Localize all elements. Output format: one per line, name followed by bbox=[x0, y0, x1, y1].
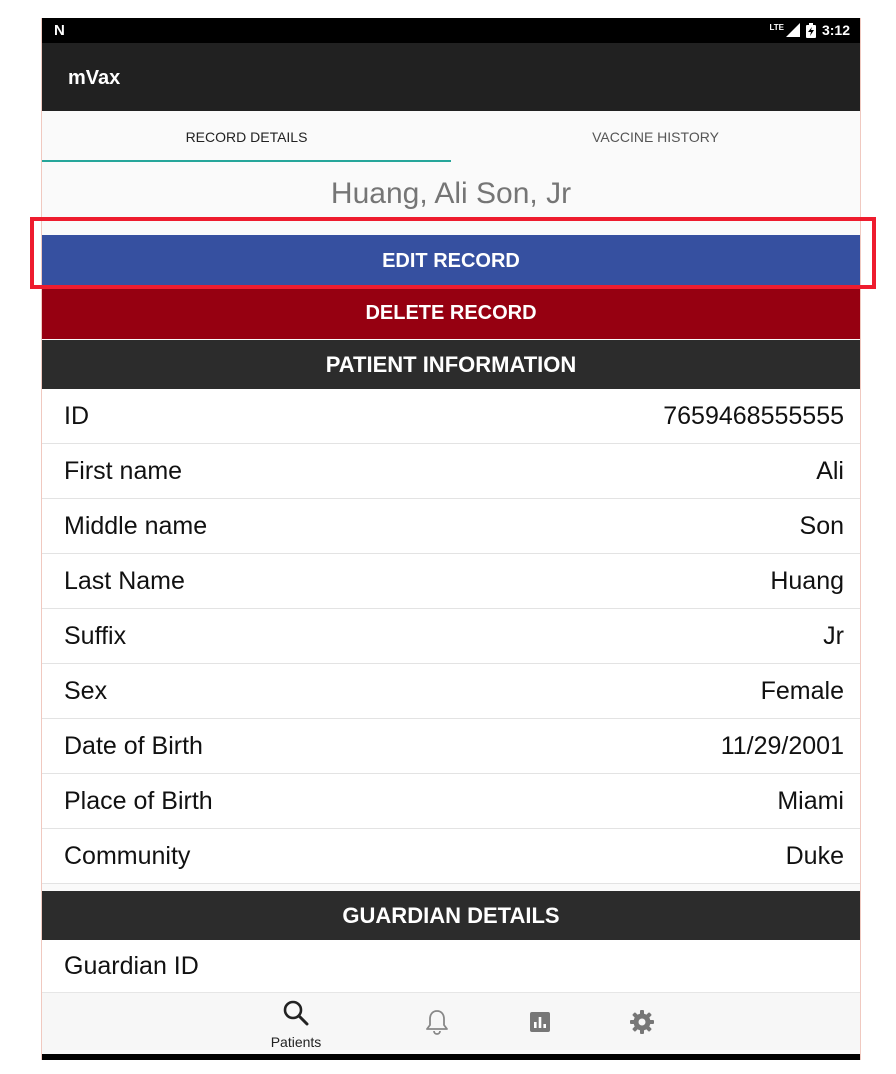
info-label: Date of Birth bbox=[64, 731, 203, 760]
info-value: Ali bbox=[816, 456, 844, 485]
info-row-place-of-birth bbox=[42, 774, 860, 829]
nav-patients[interactable] bbox=[261, 993, 331, 1055]
info-label: Middle name bbox=[64, 511, 208, 540]
info-row-id bbox=[42, 389, 860, 444]
nav-statistics[interactable] bbox=[505, 993, 575, 1055]
info-value: Female bbox=[760, 676, 844, 705]
bottom-navigation bbox=[42, 992, 860, 1055]
nav-alerts[interactable] bbox=[402, 993, 472, 1055]
info-label: Community bbox=[64, 841, 191, 870]
clock: 3:12 bbox=[821, 22, 850, 38]
info-label: ID bbox=[64, 401, 89, 430]
info-value: Duke bbox=[785, 841, 844, 870]
info-label: Sex bbox=[64, 676, 108, 705]
info-row-date-of-birth bbox=[42, 719, 860, 774]
tab-record-details[interactable]: RECORD DETAILS bbox=[42, 111, 451, 162]
gear-icon bbox=[628, 1008, 656, 1041]
info-label: Suffix bbox=[64, 621, 127, 650]
guardian-details-header: GUARDIAN DETAILS bbox=[42, 891, 860, 940]
battery-charging-icon bbox=[806, 23, 816, 38]
info-value: Huang bbox=[770, 566, 844, 595]
info-label: Last Name bbox=[64, 566, 185, 595]
search-icon bbox=[282, 999, 310, 1032]
bar-chart-icon bbox=[528, 1010, 552, 1039]
info-row-first-name bbox=[42, 444, 860, 499]
info-value: Jr bbox=[823, 621, 844, 650]
guardian-row-id bbox=[42, 940, 860, 992]
info-value: Son bbox=[799, 511, 844, 540]
info-row-last-name bbox=[42, 554, 860, 609]
patient-information-header: PATIENT INFORMATION bbox=[42, 340, 860, 389]
info-label: First name bbox=[64, 456, 183, 485]
guardian-label: Guardian ID bbox=[64, 951, 199, 980]
info-row-middle-name bbox=[42, 499, 860, 554]
edit-record-button[interactable]: EDIT RECORD bbox=[42, 235, 860, 287]
notification-n-icon: N bbox=[54, 22, 65, 39]
patient-name-heading: Huang, Ali Son, Jr bbox=[330, 177, 572, 210]
nav-patients-label: Patients bbox=[270, 1033, 322, 1050]
status-bar bbox=[42, 18, 860, 43]
network-type-label: LTE bbox=[769, 22, 784, 32]
info-row-suffix bbox=[42, 609, 860, 664]
delete-record-button[interactable]: DELETE RECORD bbox=[42, 287, 860, 339]
status-indicators bbox=[769, 22, 850, 38]
info-value: 11/29/2001 bbox=[720, 731, 844, 760]
bell-icon bbox=[424, 1008, 450, 1041]
device-bottom-edge bbox=[42, 1054, 860, 1060]
info-value: 7659468555555 bbox=[663, 401, 844, 430]
device-screen bbox=[41, 18, 861, 1060]
app-title: mVax bbox=[68, 67, 121, 89]
signal-icon bbox=[786, 23, 800, 37]
app-bar bbox=[42, 43, 860, 111]
info-value: Miami bbox=[777, 786, 844, 815]
info-label: Place of Birth bbox=[64, 786, 213, 815]
info-row-sex bbox=[42, 664, 860, 719]
patient-info-list bbox=[42, 389, 860, 884]
nav-settings[interactable] bbox=[607, 993, 677, 1055]
info-row-community bbox=[42, 829, 860, 884]
tab-bar bbox=[42, 111, 860, 162]
tab-vaccine-history[interactable]: VACCINE HISTORY bbox=[592, 128, 719, 145]
